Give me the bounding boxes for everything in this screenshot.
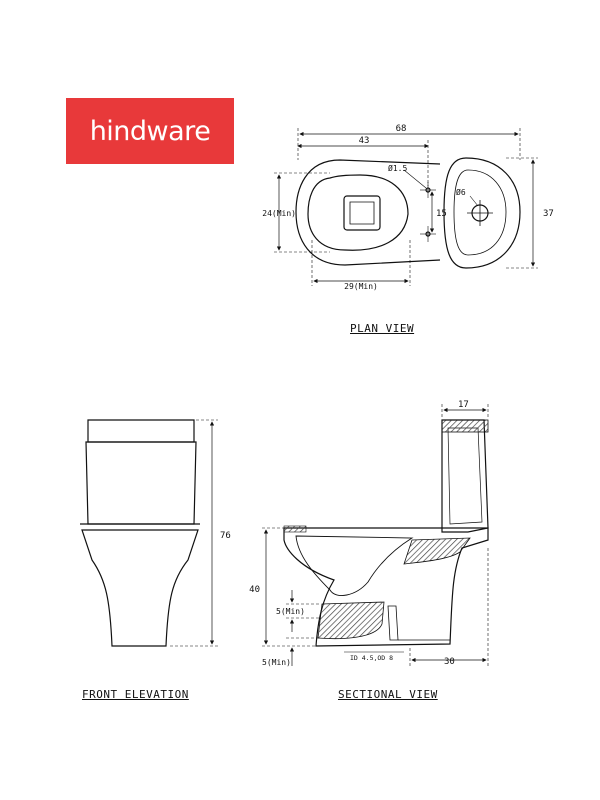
front-cistern — [88, 420, 194, 442]
dim-tank-depth: 17 — [458, 400, 469, 410]
front-elevation — [80, 420, 218, 646]
dim-rim-height: 40 — [249, 585, 260, 595]
plan-view-caption: PLAN VIEW — [350, 322, 415, 335]
section-trapway — [404, 538, 470, 564]
plan-view — [274, 128, 538, 286]
dim-fixing-spacing: 15 — [436, 209, 447, 219]
dim-outlet: ID 4.5,OD 8 — [350, 654, 394, 662]
section-water-seal — [318, 602, 384, 639]
front-elevation-caption: FRONT ELEVATION — [82, 688, 189, 701]
dim-width: 37 — [543, 209, 554, 219]
dim-inlet-diameter: Ø6 — [456, 188, 466, 197]
dim-min-a: 5(Min) — [276, 607, 305, 616]
dim-floor-distance: 29(Min) — [344, 282, 378, 291]
dim-overall-length: 68 — [395, 124, 407, 134]
dim-wall-distance: 24(Min) — [262, 209, 296, 218]
brand-name: hindware — [89, 115, 211, 147]
sectional-view — [262, 404, 488, 666]
plan-inner-bowl — [308, 175, 408, 250]
sectional-view-caption: SECTIONAL VIEW — [338, 688, 438, 701]
section-bowl-inner — [296, 536, 412, 596]
plan-hinge-block — [344, 196, 380, 230]
dim-min-b: 5(Min) — [262, 658, 291, 667]
dim-fixing-diameter: Ø1.5 — [388, 164, 408, 173]
dim-bowl-length: 43 — [358, 136, 370, 146]
dim-outlet-distance: 30 — [444, 657, 455, 667]
dim-front-height: 76 — [220, 531, 231, 541]
front-pedestal — [82, 530, 198, 646]
